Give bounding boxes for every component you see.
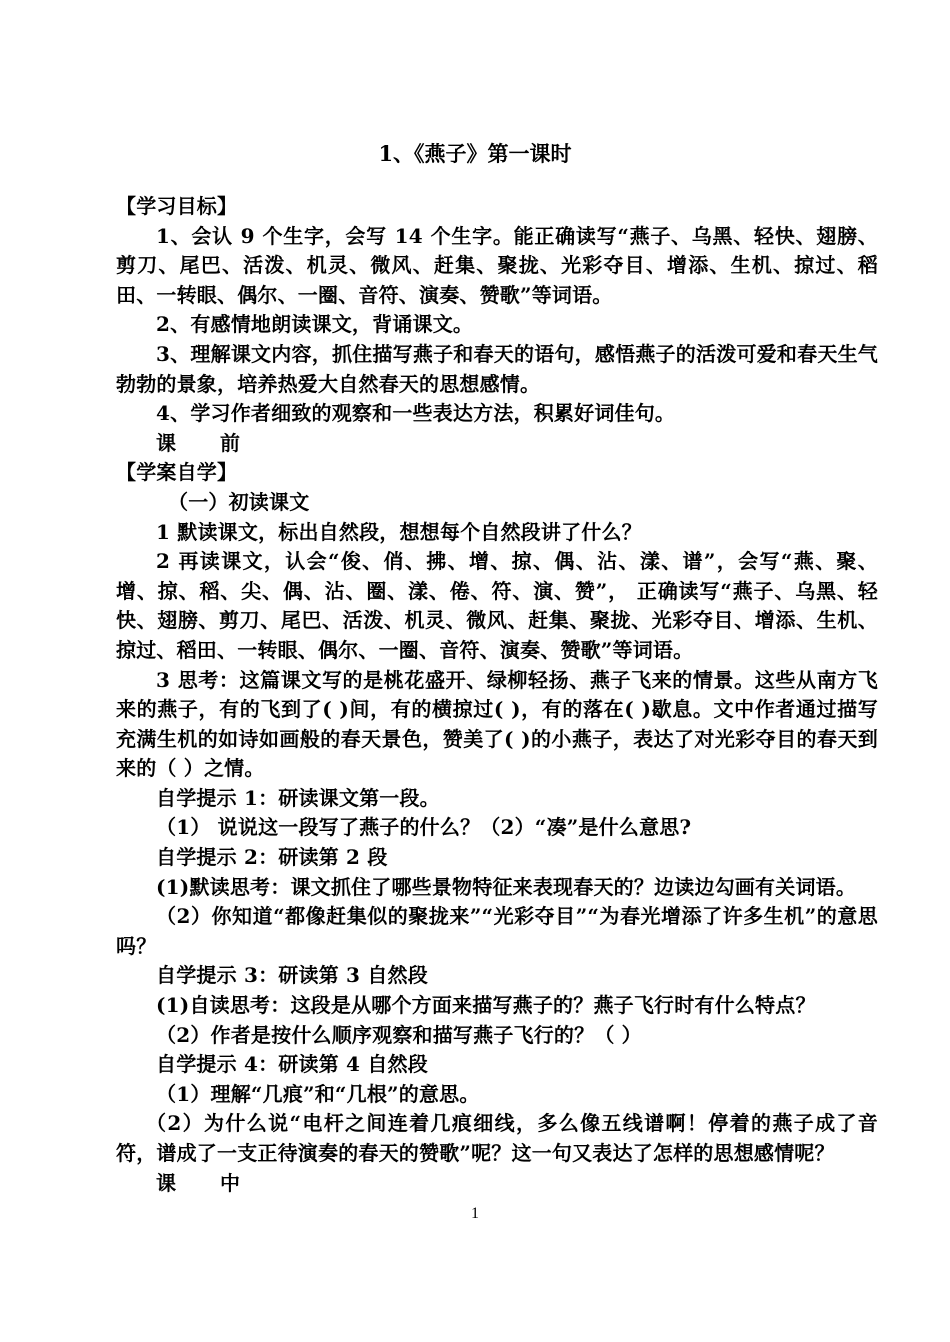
document-body — [116, 192, 878, 1198]
hint-heading: 自学提示 3：研读第 3 自然段 — [156, 963, 428, 988]
goal-item: 4、学习作者细致的观察和一些表达方法，积累好词佳句。 — [156, 401, 676, 426]
hint-question: (1)默读思考：课文抓住了哪些景物特征来表现春天的？边读边勾画有关词语。 — [156, 874, 857, 899]
goal-item: 1、会认 9 个生字，会写 14 个生字。能正确读写“燕子、乌黑、轻快、翅膀、剪刀、尾巴、活泼、机灵、微风、赶集、聚拢、光彩夺目、增添、生机、掠过、稻田、一转眼、偶尔、一圈、音符、演奏、赞歌”等词语。 — [116, 223, 878, 307]
first-read-heading: （一）初读课文 — [168, 489, 310, 514]
hint-question: （2）为什么说“电杆之间连着几痕细线，多么像五线谱啊！停着的燕子成了音符，谱成了一支正待演奏的春天的赞歌”呢？这一句又表达了怎样的思想感情呢？ — [116, 1111, 878, 1165]
hint-question: （2）你知道“都像赶集似的聚拢来”“光彩夺目”“为春光增添了许多生机”的意思吗？ — [116, 904, 878, 958]
hint-question: （1） 说说这一段写了燕子的什么？（2）“凑”是什么意思? — [156, 815, 692, 840]
hint-question: (1)自读思考：这段是从哪个方面来描写燕子的？燕子飞行时有什么特点？ — [156, 993, 816, 1018]
goal-item: 2、有感情地朗读课文，背诵课文。 — [156, 312, 474, 337]
hint-heading: 自学提示 4：研读第 4 自然段 — [156, 1052, 428, 1077]
page-number: 1 — [471, 1205, 479, 1222]
document-title: 1、《燕子》第一课时 — [378, 141, 572, 166]
hint-question: （2）作者是按什么顺序观察和描写燕子飞行的？（ ） — [156, 1022, 642, 1047]
goal-item: 3、理解课文内容，抓住描写燕子和春天的语句，感悟燕子的活泼可爱和春天生气勃勃的景象，培养热爱大自然春天的思想感情。 — [116, 341, 878, 396]
task-item: 2 再读课文，认会“俊、俏、拂、增、掠、偶、沾、漾、谱”，会写“燕、聚、增、掠、稻、尖、偶、沾、圈、漾、倦、符、演、赞”， 正确读写“燕子、乌黑、轻快、翅膀、剪刀、尾巴、活泼、机灵、微风、赶集、聚拢、光彩夺目、增添、生机、掠过、稻田、一转眼、偶尔、一圈、音符、演奏、赞歌”等词语。 — [116, 549, 878, 662]
hint-heading: 自学提示 1：研读课文第一段。 — [156, 785, 440, 810]
goals-heading: 【学习目标】 — [116, 194, 238, 218]
self-study-heading: 【学案自学】 — [116, 460, 238, 485]
hint-heading: 自学提示 2：研读第 2 段 — [156, 845, 388, 870]
task-item: 1 默读课文，标出自然段，想想每个自然段讲了什么？ — [156, 519, 642, 544]
hint-question: （1）理解“几痕”和“几根”的意思。 — [156, 1081, 480, 1106]
task-item: 3 思考：这篇课文写的是桃花盛开、绿柳轻扬、燕子飞来的情景。这些从南方飞来的燕子，有的飞到了( )间，有的横掠过( )，有的落在( )歇息。文中作者通过描写充满生机的如诗如画般的春天景色，赞美了( )的小燕子，表达了对光彩夺目的春天到来的（ ）之情。 — [116, 667, 878, 781]
in-class-label: 课中 — [156, 1170, 284, 1195]
before-class-label: 课前 — [156, 430, 284, 455]
